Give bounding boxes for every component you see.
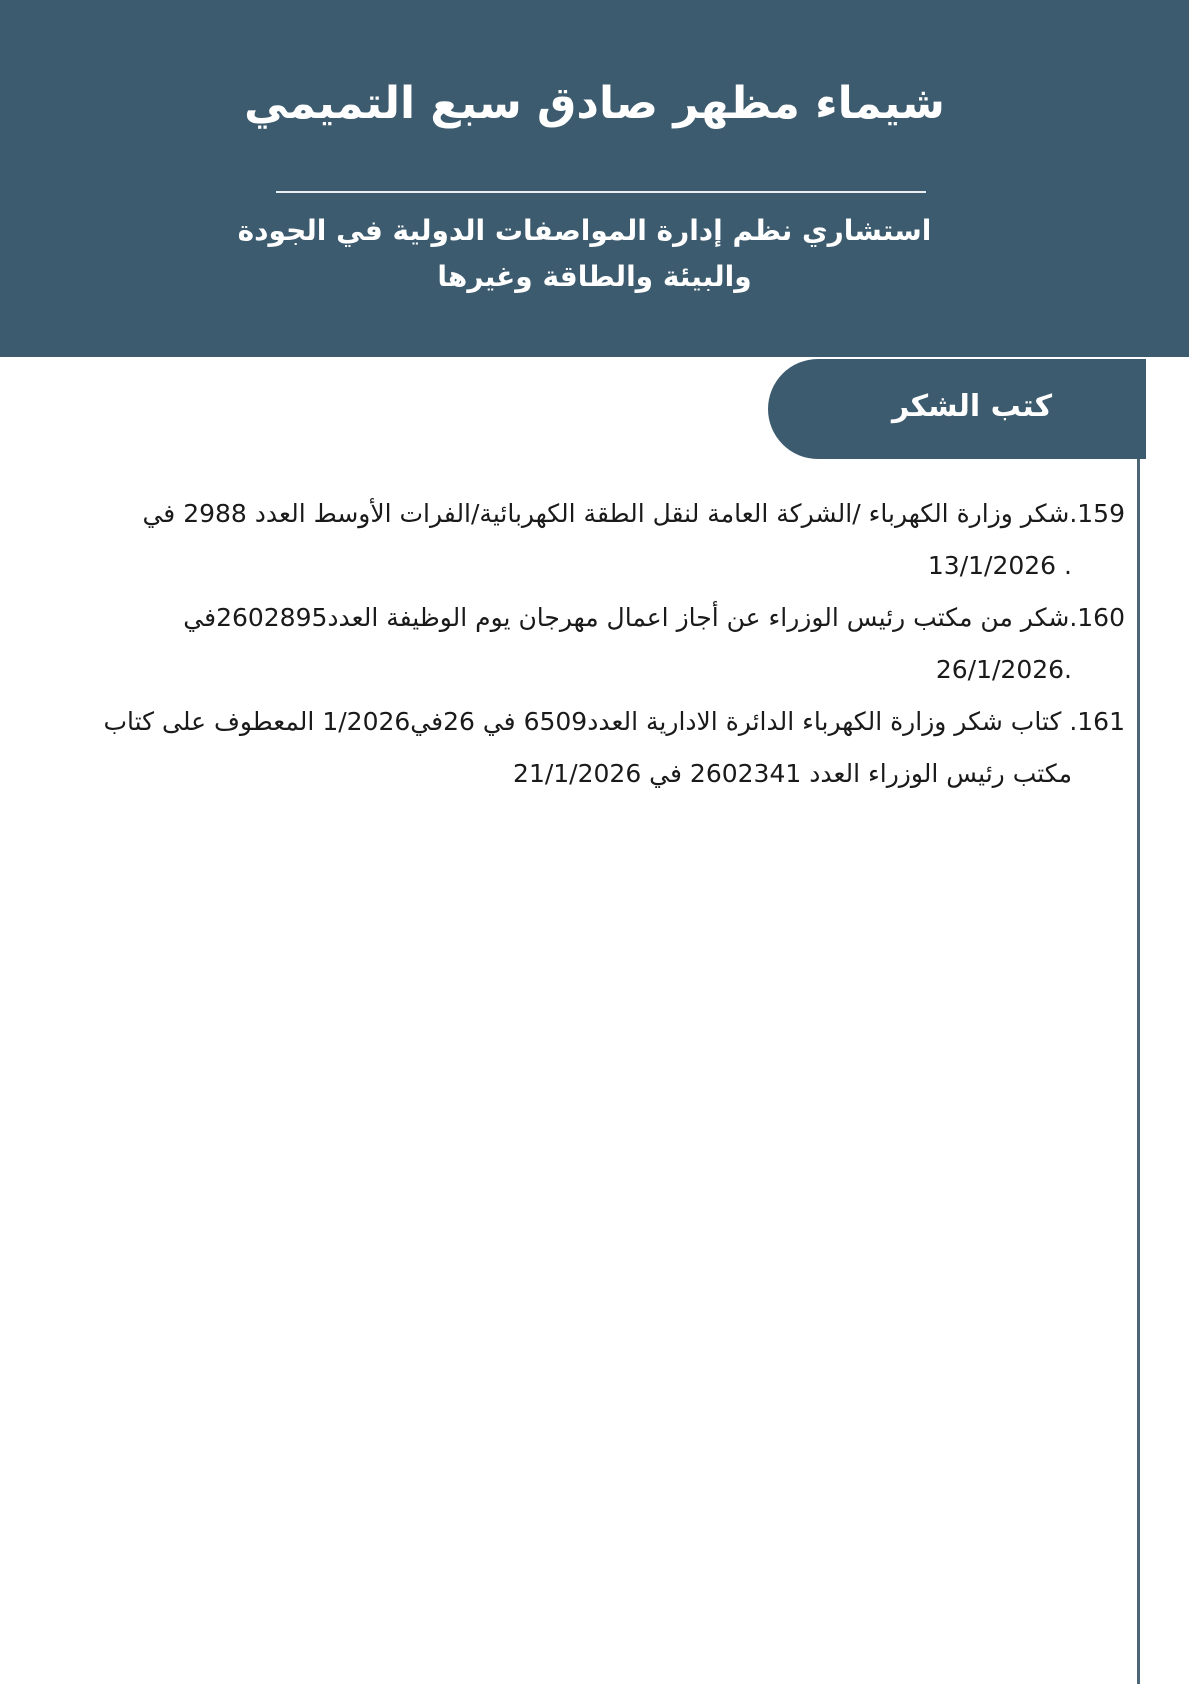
list-item — [60, 696, 1125, 800]
section-vertical-rule — [1137, 459, 1140, 1684]
job-title-line-2: والبيئة والطاقة وغيرها — [437, 260, 752, 293]
section-heading-label: كتب الشكر — [891, 389, 1053, 424]
thanks-letters-list — [60, 488, 1125, 800]
list-item-line-2: .26/1/2026 — [935, 655, 1072, 684]
job-title-line-1: استشاري نظم إدارة المواصفات الدولية في الجودة — [237, 214, 932, 247]
section-heading-tab — [768, 359, 1146, 459]
list-item — [60, 488, 1125, 592]
person-name: شيماء مظهر صادق سبع التميمي — [244, 78, 945, 129]
list-item-line-2: . 13/1/2026 — [927, 551, 1072, 580]
header-banner — [0, 0, 1189, 357]
list-item — [60, 592, 1125, 696]
list-item-line-1: 161. كتاب شكر وزارة الكهرباء الدائرة الادارية العدد6509 في 26في1/2026 المعطوف على كتاب — [103, 707, 1125, 736]
list-item-line-2: مكتب رئيس الوزراء العدد 2602341 في 21/1/2026 — [513, 759, 1072, 788]
list-item-line-1: 159.شكر وزارة الكهرباء /الشركة العامة لنقل الطقة الكهربائية/الفرات الأوسط العدد 2988 في — [142, 499, 1125, 528]
list-item-line-1: 160.شكر من مكتب رئيس الوزراء عن أجاز اعمال مهرجان يوم الوظيفة العدد2602895في — [183, 603, 1125, 632]
header-divider — [276, 191, 926, 193]
